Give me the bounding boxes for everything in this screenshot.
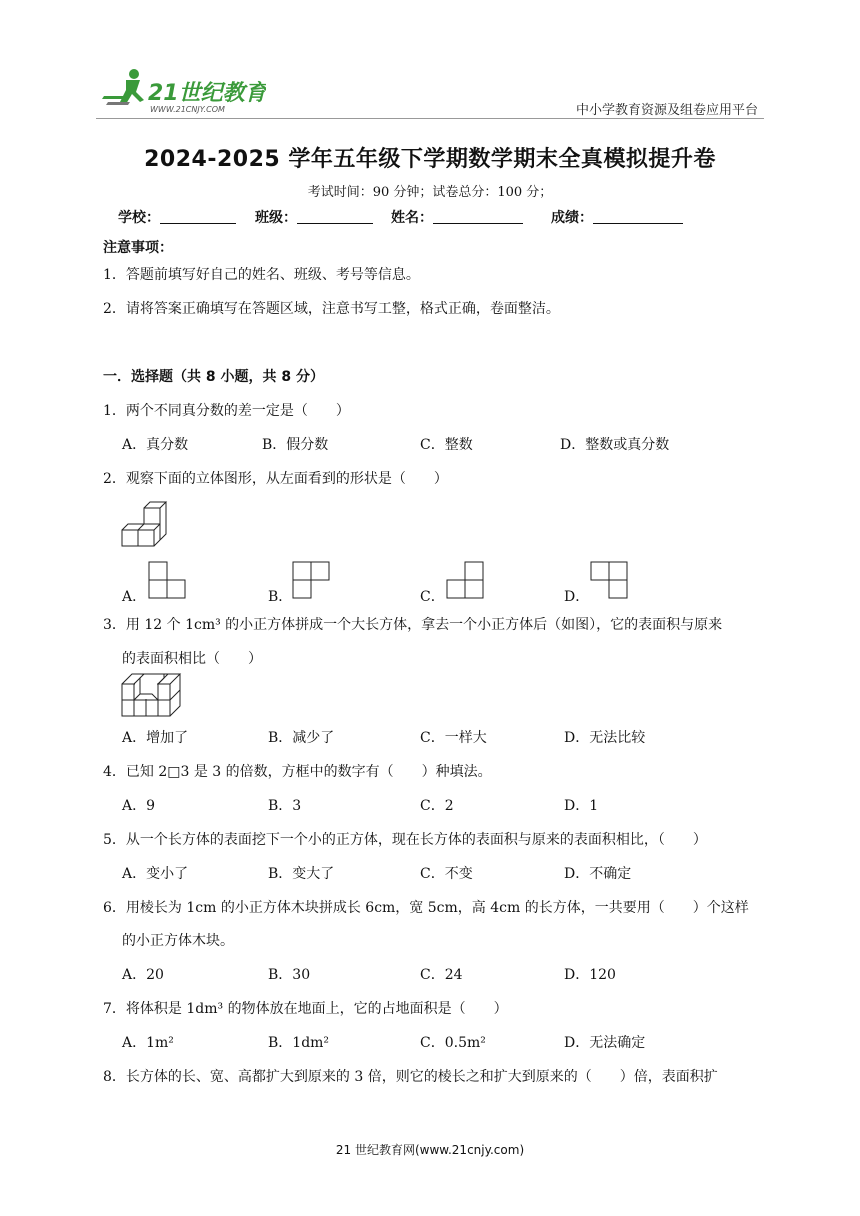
q4-option-c[interactable]: C．2 [420,798,454,814]
name-field[interactable] [391,207,523,227]
question-7-stem: 7．将体积是 1dm³ 的物体放在地面上，它的占地面积是（ ） [103,1001,508,1017]
q5-option-c[interactable]: C．不变 [420,866,473,882]
header-rule [96,118,764,119]
q3-option-d[interactable]: D．无法比较 [564,730,646,746]
name-blank[interactable] [433,209,523,224]
logo-url: WWW.21CNJY.COM [150,105,225,114]
exam-info: 考试时间：90 分钟；试卷总分：100 分； [307,185,553,200]
school-blank[interactable] [160,209,236,224]
q5-option-d[interactable]: D．不确定 [564,866,632,882]
q7-option-a[interactable]: A．1m² [122,1035,174,1051]
q4-option-d[interactable]: D．1 [564,798,599,814]
q2-option-d-shape [588,560,630,604]
page-title: 2024-2025 学年五年级下学期数学期末全真模拟提升卷 [144,147,716,172]
q7-option-d[interactable]: D．无法确定 [564,1035,646,1051]
class-field[interactable] [255,207,373,227]
q3-option-a[interactable]: A．增加了 [122,730,189,746]
q5-option-a[interactable]: A．变小了 [122,866,189,882]
q7-option-c[interactable]: C．0.5m² [420,1035,486,1051]
footer: 21 世纪教育网(www.21cnjy.com) [335,1143,525,1157]
class-label: 班级： [255,210,297,226]
note-item: 2．请将答案正确填写在答题区域，注意书写工整，格式正确，卷面整洁。 [103,301,560,317]
school-label: 学校： [118,210,160,226]
question-5-stem: 5．从一个长方体的表面挖下一个小的正方体，现在长方体的表面积与原来的表面积相比，（ ） [103,832,707,848]
logo [96,66,266,116]
school-field[interactable] [118,207,236,227]
question-2-stem: 2．观察下面的立体图形，从左面看到的形状是（ ） [103,471,448,487]
q3-option-c[interactable]: C．一样大 [420,730,487,746]
question-6-stem: 6．用棱长为 1cm 的小正方体木块拼成长 6cm，宽 5cm，高 4cm 的长方体，一共要用（ ）个这样 [103,900,749,916]
question-8-stem: 8．长方体的长、宽、高都扩大到原来的 3 倍，则它的棱长之和扩大到原来的（ ）倍，表面积扩 [103,1069,718,1085]
score-label: 成绩： [551,210,593,226]
q2-option-b-shape [290,560,332,604]
note-item: 1．答题前填写好自己的姓名、班级、考号等信息。 [103,267,420,283]
name-label: 姓名： [391,210,433,226]
score-blank[interactable] [593,209,683,224]
q6-option-b[interactable]: B．30 [268,967,311,983]
q2-option-b[interactable]: B． [268,589,293,605]
q1-option-d[interactable]: D．整数或真分数 [560,437,670,453]
q4-option-a[interactable]: A．9 [122,798,156,814]
notes-heading: 注意事项： [103,240,173,256]
q3-option-b[interactable]: B．减少了 [268,730,335,746]
score-field[interactable] [551,207,683,227]
q4-option-b[interactable]: B．3 [268,798,302,814]
question-4-stem: 4．已知 2□3 是 3 的倍数，方框中的数字有（ ）种填法。 [103,764,492,780]
q1-option-b[interactable]: B．假分数 [262,437,329,453]
class-blank[interactable] [297,209,373,224]
q7-option-b[interactable]: B．1dm² [268,1035,330,1051]
logo-text: 21世纪教育 [148,81,266,106]
q2-option-c[interactable]: C． [420,589,445,605]
section-heading: 一．选择题（共 8 小题，共 8 分） [103,369,324,385]
question-3-stem-cont: 的表面积相比（ ） [122,651,262,667]
q6-option-a[interactable]: A．20 [122,967,164,983]
q3-cuboid-figure [120,672,182,722]
q1-option-c[interactable]: C．整数 [420,437,473,453]
q2-option-d[interactable]: D． [564,589,590,605]
q2-option-a[interactable]: A． [122,589,147,605]
q6-option-c[interactable]: C．24 [420,967,463,983]
question-3-stem: 3．用 12 个 1cm³ 的小正方体拼成一个大长方体，拿去一个小正方体后（如图），它的表面积与原来 [103,617,723,633]
question-1-stem: 1．两个不同真分数的差一定是（ ） [103,403,350,419]
q1-option-a[interactable]: A．真分数 [122,437,189,453]
q2-solid-figure [120,498,172,554]
q6-option-d[interactable]: D．120 [564,967,616,983]
question-6-stem-cont: 的小正方体木块。 [122,933,234,949]
q2-option-c-shape [444,560,486,604]
platform-name: 中小学教育资源及组卷应用平台 [575,103,758,118]
q2-option-a-shape [146,560,188,604]
q5-option-b[interactable]: B．变大了 [268,866,335,882]
